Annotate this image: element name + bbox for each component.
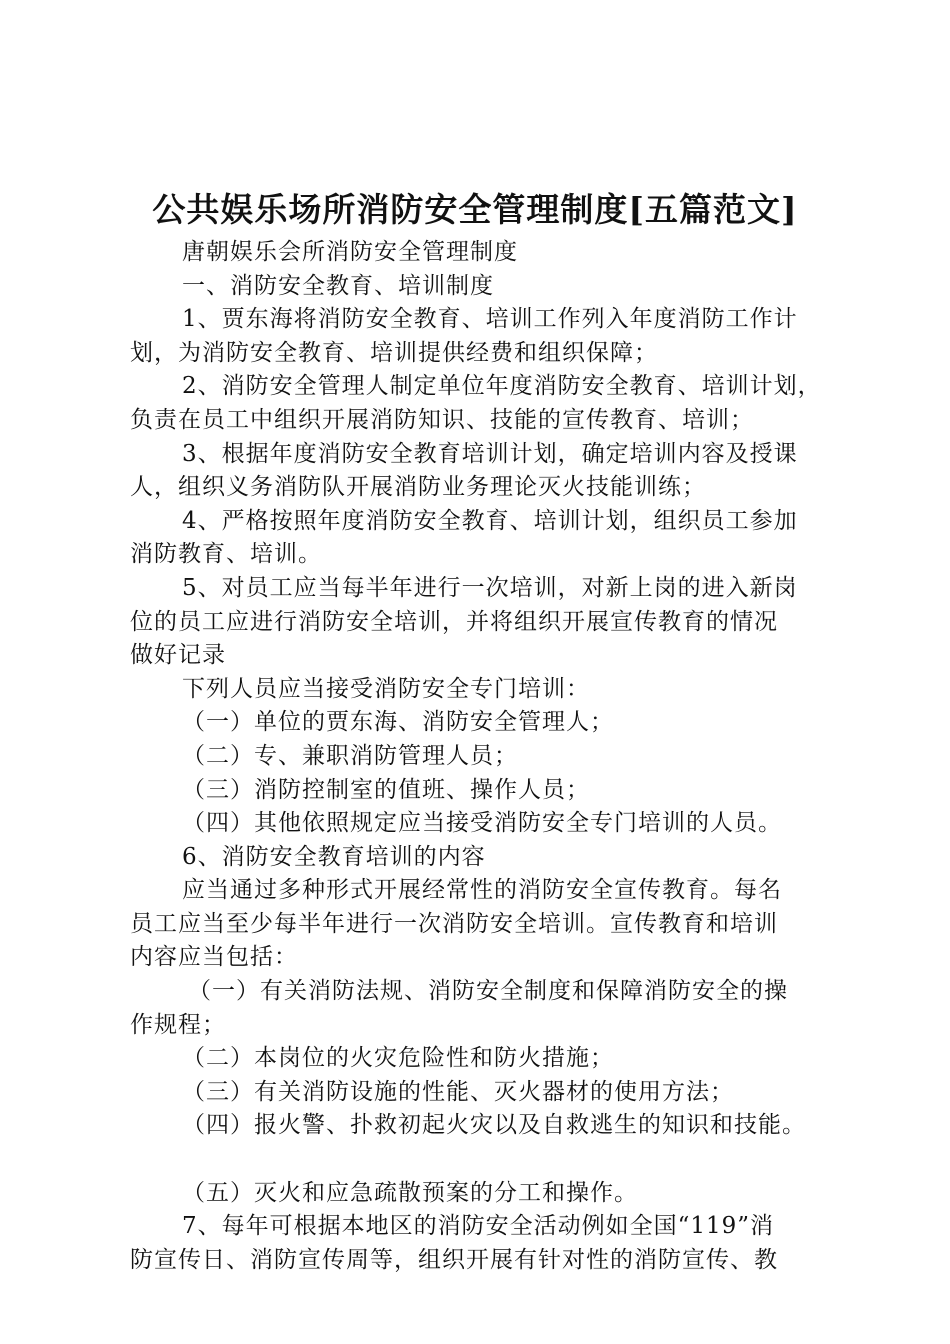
blank-line <box>130 1143 830 1177</box>
paragraph-line: 唐朝娱乐会所消防安全管理制度 <box>182 239 518 265</box>
paragraph-line: 应当通过多种形式开展经常性的消防安全宣传教育。每名 <box>182 877 782 904</box>
paragraph-line: 防宣传日、消防宣传周等，组织开展有针对性的消防宣传、教 <box>130 1246 778 1273</box>
paragraph-line: （一）有关消防法规、消防安全制度和保障消防安全的操 <box>188 978 788 1005</box>
paragraph-line: （四）报火警、扑救初起火灾以及自救逃生的知识和技能。 <box>182 1112 806 1139</box>
paragraph-line: （三）有关消防设施的性能、灭火器材的使用方法； <box>182 1078 734 1105</box>
paragraph-line: 2、消防安全管理人制定单位年度消防安全教育、培训计划， <box>182 373 822 400</box>
paragraph-line: 消防教育、培训。 <box>130 541 322 568</box>
paragraph-line: （三）消防控制室的值班、操作人员； <box>182 776 590 803</box>
paragraph-line: （二）本岗位的火灾危险性和防火措施； <box>182 1045 614 1072</box>
paragraph-line: 作规程； <box>130 1011 226 1038</box>
paragraph-line: 4、严格按照年度消防安全教育、培训计划，组织员工参加 <box>182 507 798 534</box>
paragraph-line: 负责在员工中组织开展消防知识、技能的宣传教育、培训； <box>130 406 754 433</box>
document-body <box>130 236 830 1277</box>
paragraph-line: 人，组织义务消防队开展消防业务理论灭火技能训练； <box>130 474 706 501</box>
paragraph-line: 5、对员工应当每半年进行一次培训，对新上岗的进入新岗 <box>182 574 798 601</box>
paragraph-line: 下列人员应当接受消防安全专门培训： <box>182 675 590 702</box>
paragraph-line: 做好记录 <box>130 642 226 669</box>
paragraph-line: （一）单位的贾东海、消防安全管理人； <box>182 709 614 736</box>
paragraph-line: 位的员工应进行消防安全培训，并将组织开展宣传教育的情况 <box>130 608 778 635</box>
paragraph-line: 3、根据年度消防安全教育培训计划，确定培训内容及授课 <box>182 440 798 467</box>
document-title: 公共娱乐场所消防安全管理制度[五篇范文] <box>152 190 798 229</box>
paragraph-line: 员工应当至少每半年进行一次消防安全培训。宣传教育和培训 <box>130 910 778 937</box>
paragraph-line: （五）灭火和应急疏散预案的分工和操作。 <box>182 1179 638 1206</box>
paragraph-line: 一、消防安全教育、培训制度 <box>182 272 494 299</box>
paragraph-line: 7、每年可根据本地区的消防安全活动例如全国“119”消 <box>182 1213 775 1240</box>
paragraph-line: （二）专、兼职消防管理人员； <box>182 742 518 769</box>
paragraph-line: （四）其他依照规定应当接受消防安全专门培训的人员。 <box>182 810 782 837</box>
paragraph-line: 1、贾东海将消防安全教育、培训工作列入年度消防工作计 <box>182 306 798 333</box>
paragraph-line: 6、消防安全教育培训的内容 <box>182 843 486 870</box>
paragraph-line: 内容应当包括： <box>130 944 298 971</box>
paragraph-line: 划，为消防安全教育、培训提供经费和组织保障； <box>130 339 658 366</box>
